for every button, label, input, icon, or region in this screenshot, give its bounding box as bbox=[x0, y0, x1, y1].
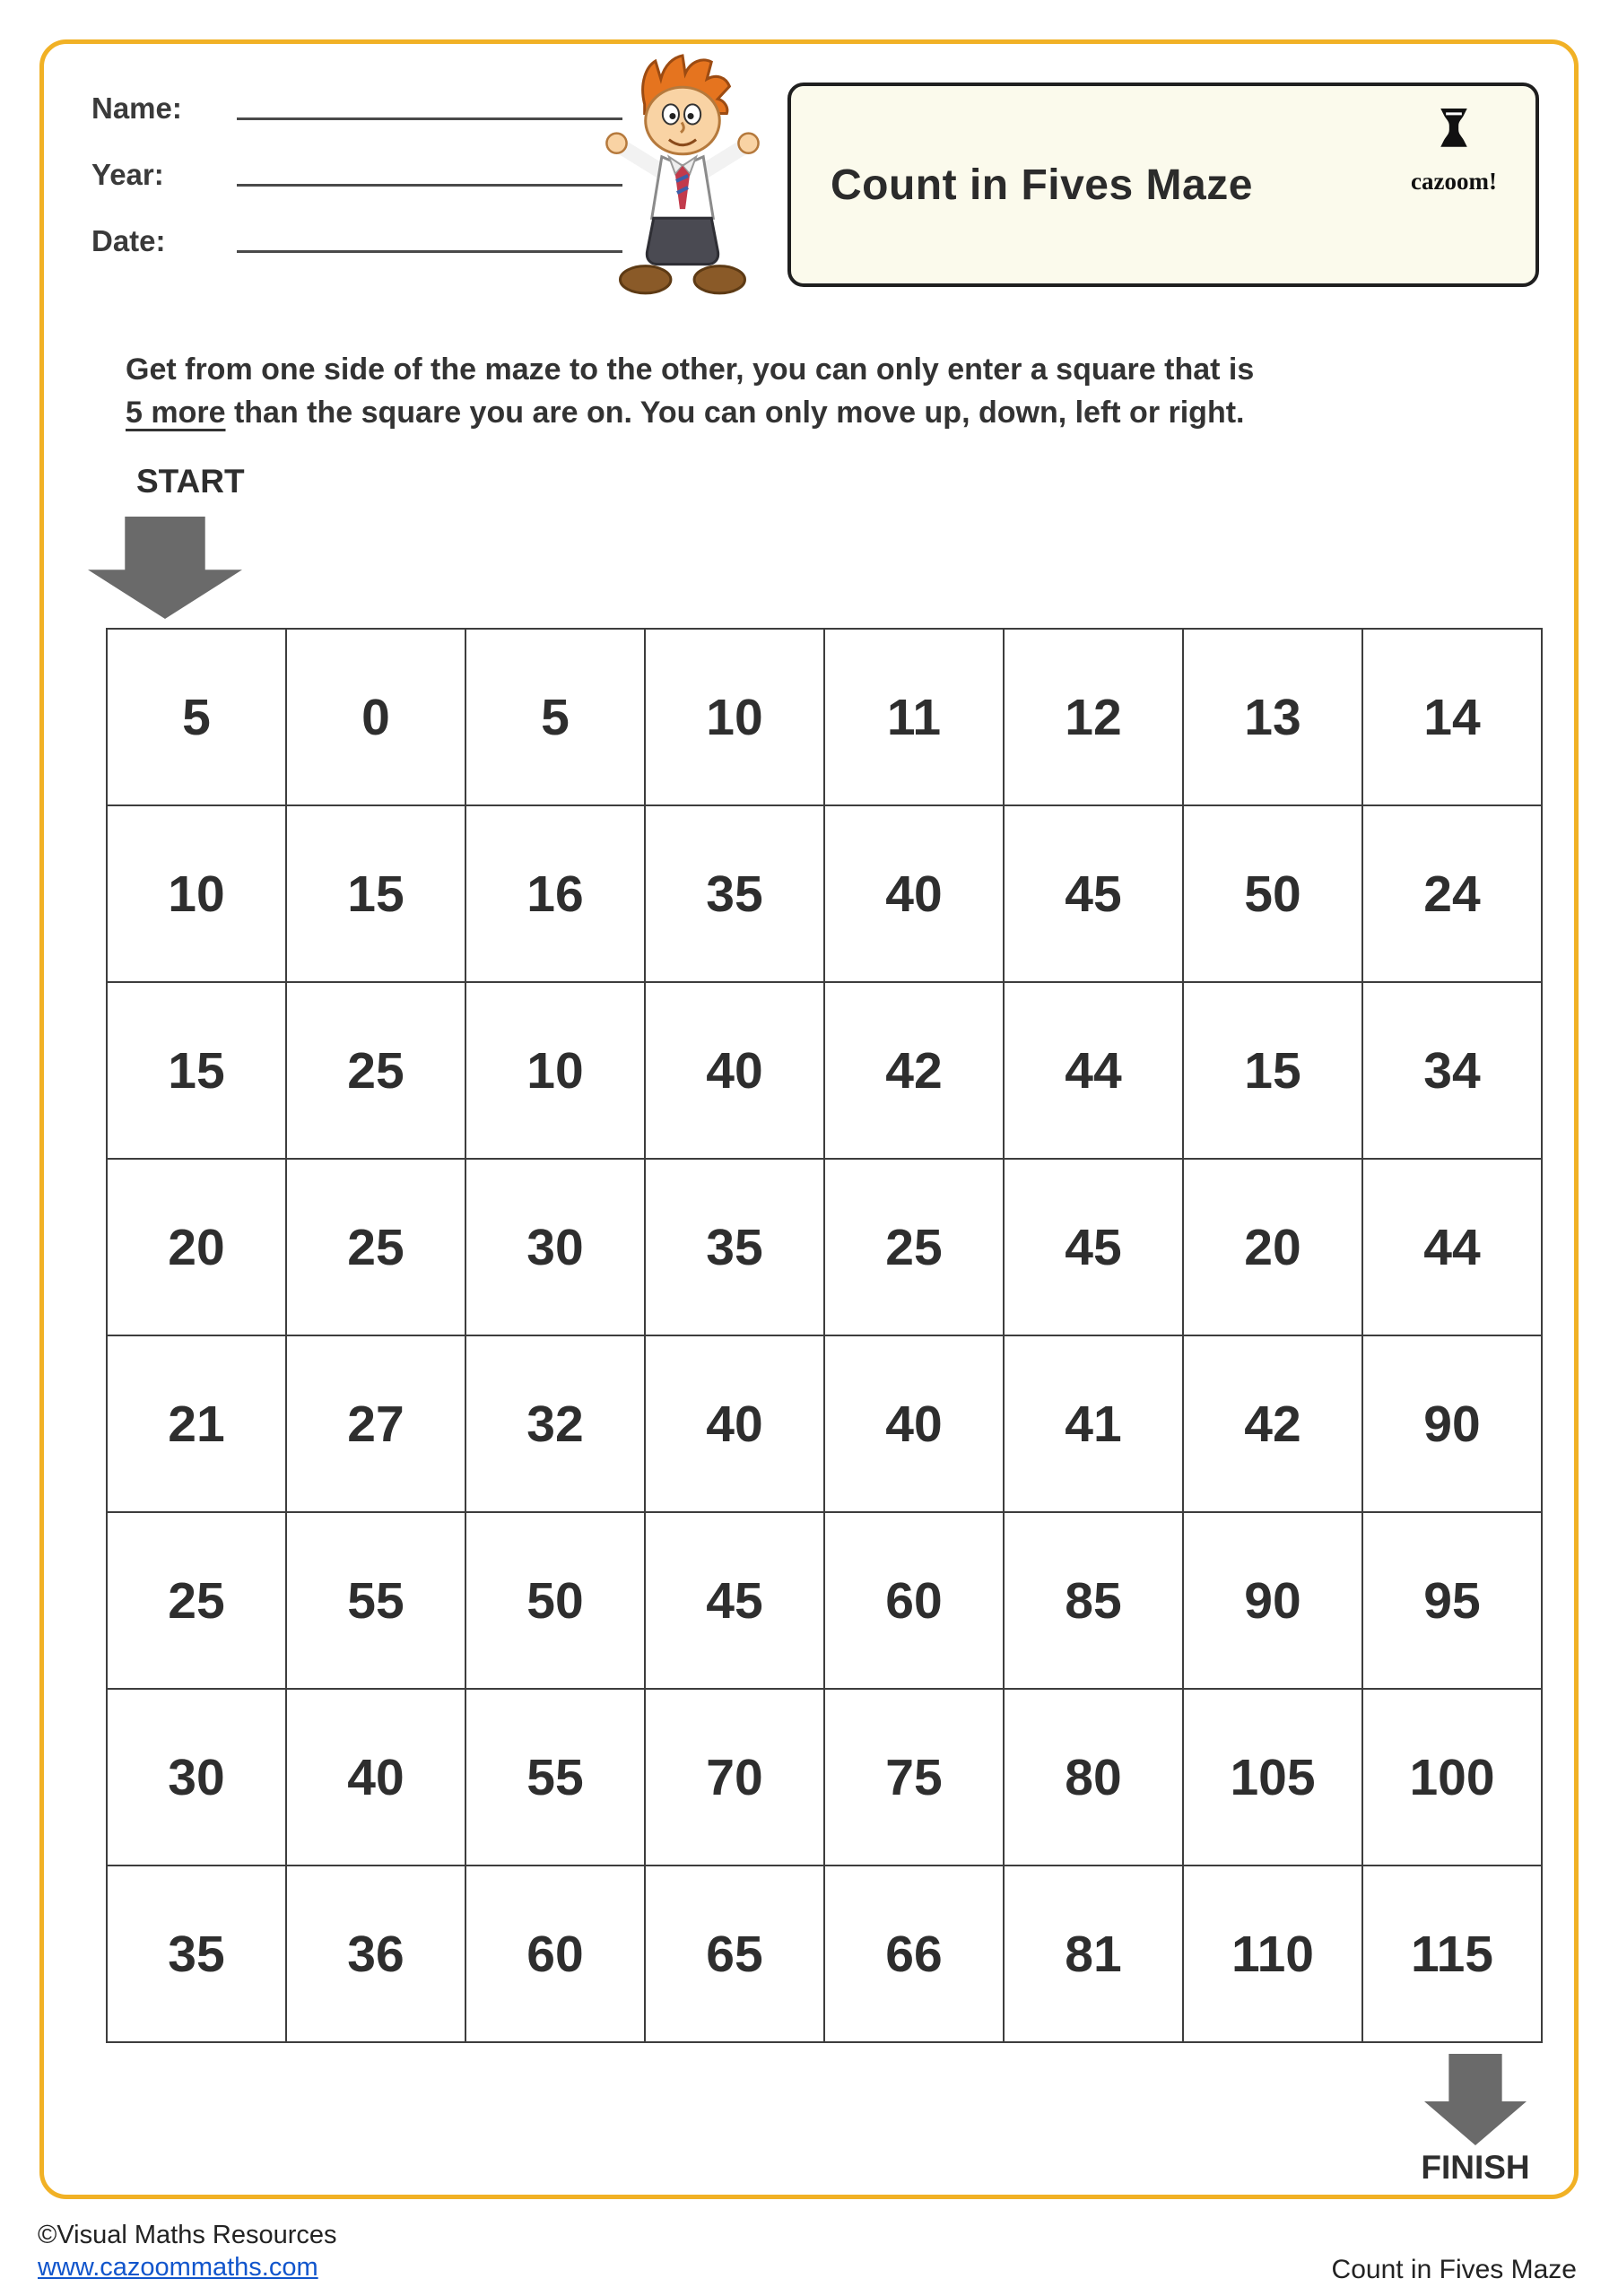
maze-cell-r2c5: 40 bbox=[825, 806, 1005, 983]
maze-cell-r3c5: 42 bbox=[825, 983, 1005, 1160]
maze-cell-r7c6: 80 bbox=[1005, 1690, 1184, 1866]
maze-cell-r1c3: 5 bbox=[466, 630, 646, 806]
maze-cell-r4c2: 25 bbox=[287, 1160, 466, 1336]
maze-cell-r3c3: 10 bbox=[466, 983, 646, 1160]
maze-cell-r5c1: 21 bbox=[108, 1336, 287, 1513]
maze-cell-r4c7: 20 bbox=[1184, 1160, 1363, 1336]
maze-cell-r3c8: 34 bbox=[1363, 983, 1543, 1160]
maze-cell-r1c8: 14 bbox=[1363, 630, 1543, 806]
footer-worksheet-title: Count in Fives Maze bbox=[1331, 2255, 1577, 2284]
maze-cell-r6c4: 45 bbox=[646, 1513, 825, 1690]
maze-cell-r2c2: 15 bbox=[287, 806, 466, 983]
maze-cell-r8c6: 81 bbox=[1005, 1866, 1184, 2043]
cazoom-logo bbox=[1396, 106, 1512, 196]
maze-cell-r8c1: 35 bbox=[108, 1866, 287, 2043]
instructions-emphasis: 5 more bbox=[126, 396, 226, 430]
mascot-illustration bbox=[588, 54, 779, 316]
instructions-line1-text: Get from one side of the maze to the other, you can only enter a square that is bbox=[126, 352, 1255, 387]
maze-cell-r5c4: 40 bbox=[646, 1336, 825, 1513]
maze-cell-r2c4: 35 bbox=[646, 806, 825, 983]
maze-cell-r1c1: 5 bbox=[108, 630, 287, 806]
maze-cell-r8c8: 115 bbox=[1363, 1866, 1543, 2043]
maze-cell-r6c6: 85 bbox=[1005, 1513, 1184, 1690]
maze-cell-r6c2: 55 bbox=[287, 1513, 466, 1690]
maze-cell-r1c7: 13 bbox=[1184, 630, 1363, 806]
maze-cell-r8c5: 66 bbox=[825, 1866, 1005, 2043]
instructions-line1 bbox=[126, 348, 1507, 391]
maze-cell-r4c8: 44 bbox=[1363, 1160, 1543, 1336]
name-field-row bbox=[91, 91, 622, 126]
maze-cell-r4c5: 25 bbox=[825, 1160, 1005, 1336]
instructions-line2 bbox=[126, 391, 1507, 434]
maze-cell-r4c3: 30 bbox=[466, 1160, 646, 1336]
cazoom-logo-icon bbox=[1431, 150, 1477, 165]
maze-cell-r5c7: 42 bbox=[1184, 1336, 1363, 1513]
title-box bbox=[787, 83, 1539, 287]
year-field-line bbox=[237, 184, 622, 187]
cazoom-logo-text: cazoom! bbox=[1411, 168, 1497, 195]
maze-cell-r6c5: 60 bbox=[825, 1513, 1005, 1690]
maze-cell-r8c4: 65 bbox=[646, 1866, 825, 2043]
maze-cell-r2c6: 45 bbox=[1005, 806, 1184, 983]
maze-cell-r5c8: 90 bbox=[1363, 1336, 1543, 1513]
maze-cell-r3c2: 25 bbox=[287, 983, 466, 1160]
finish-label: FINISH bbox=[1421, 2149, 1530, 2186]
maze-cell-r4c4: 35 bbox=[646, 1160, 825, 1336]
maze-cell-r1c6: 12 bbox=[1005, 630, 1184, 806]
maze-cell-r5c2: 27 bbox=[287, 1336, 466, 1513]
maze-cell-r2c8: 24 bbox=[1363, 806, 1543, 983]
date-field-line bbox=[237, 250, 622, 253]
maze-cell-r7c4: 70 bbox=[646, 1690, 825, 1866]
maze-cell-r6c7: 90 bbox=[1184, 1513, 1363, 1690]
maze-cell-r1c4: 10 bbox=[646, 630, 825, 806]
maze-cell-r5c3: 32 bbox=[466, 1336, 646, 1513]
footer-website-link[interactable]: www.cazoommaths.com bbox=[38, 2253, 318, 2282]
maze-cell-r5c6: 41 bbox=[1005, 1336, 1184, 1513]
maze-cell-r1c5: 11 bbox=[825, 630, 1005, 806]
name-label: Name: bbox=[91, 91, 182, 125]
maze-cell-r7c1: 30 bbox=[108, 1690, 287, 1866]
start-label: START bbox=[136, 463, 245, 500]
year-field-row bbox=[91, 158, 622, 192]
maze-cell-r4c1: 20 bbox=[108, 1160, 287, 1336]
date-label: Date: bbox=[91, 224, 166, 257]
date-field-row bbox=[91, 224, 622, 258]
maze-cell-r7c2: 40 bbox=[287, 1690, 466, 1866]
maze-cell-r2c3: 16 bbox=[466, 806, 646, 983]
maze-grid bbox=[106, 628, 1543, 2043]
maze-cell-r5c5: 40 bbox=[825, 1336, 1005, 1513]
maze-cell-r3c6: 44 bbox=[1005, 983, 1184, 1160]
year-label: Year: bbox=[91, 158, 164, 191]
maze-cell-r4c6: 45 bbox=[1005, 1160, 1184, 1336]
instructions-text bbox=[126, 348, 1507, 434]
maze-cell-r6c8: 95 bbox=[1363, 1513, 1543, 1690]
maze-cell-r7c7: 105 bbox=[1184, 1690, 1363, 1866]
maze-cell-r6c1: 25 bbox=[108, 1513, 287, 1690]
maze-cell-r2c1: 10 bbox=[108, 806, 287, 983]
name-field-line bbox=[237, 117, 622, 120]
maze-cell-r7c3: 55 bbox=[466, 1690, 646, 1866]
maze-cell-r2c7: 50 bbox=[1184, 806, 1363, 983]
instructions-line2-text: than the square you are on. You can only move up, down, left or right. bbox=[225, 396, 1245, 430]
maze-cell-r8c2: 36 bbox=[287, 1866, 466, 2043]
maze-cell-r8c7: 110 bbox=[1184, 1866, 1363, 2043]
maze-cell-r7c8: 100 bbox=[1363, 1690, 1543, 1866]
footer-copyright: ©Visual Maths Resources bbox=[38, 2221, 337, 2249]
maze-cell-r6c3: 50 bbox=[466, 1513, 646, 1690]
maze-cell-r3c4: 40 bbox=[646, 983, 825, 1160]
maze-cell-r3c1: 15 bbox=[108, 983, 287, 1160]
maze-cell-r1c2: 0 bbox=[287, 630, 466, 806]
maze-cell-r3c7: 15 bbox=[1184, 983, 1363, 1160]
maze-cell-r8c3: 60 bbox=[466, 1866, 646, 2043]
page-title: Count in Fives Maze bbox=[831, 161, 1253, 209]
maze-cell-r7c5: 75 bbox=[825, 1690, 1005, 1866]
